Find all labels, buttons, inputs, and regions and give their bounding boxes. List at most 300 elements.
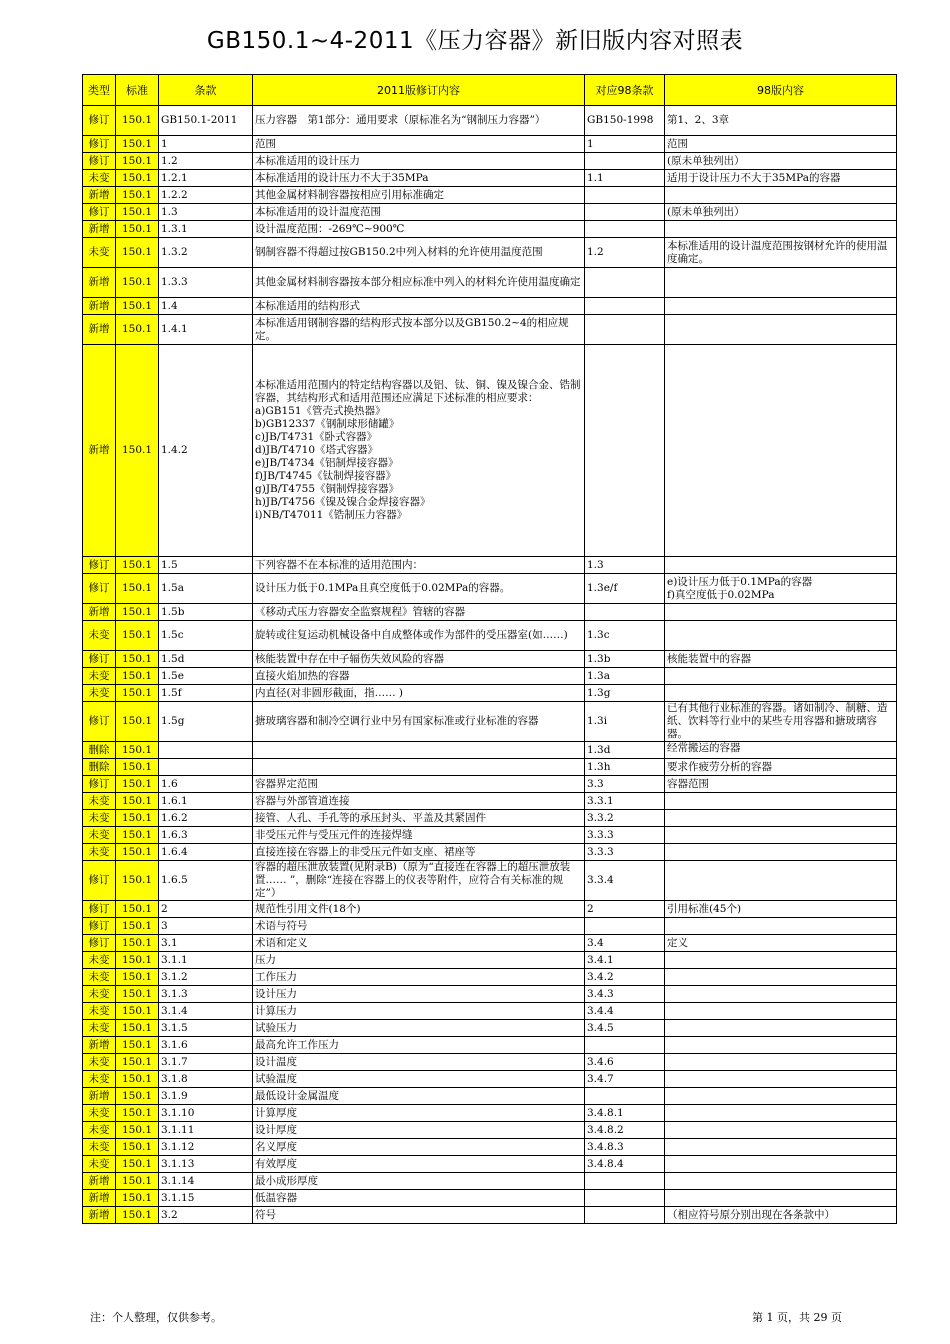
clause-cell: 3.1.15	[159, 1190, 253, 1207]
content-2011-cell: 核能装置中存在中子辐伤失效风险的容器	[253, 651, 585, 668]
standard-cell: 150.1	[116, 759, 159, 776]
standard-cell: 150.1	[116, 1105, 159, 1122]
content-2011-cell: 设计厚度	[253, 1122, 585, 1139]
standard-cell: 150.1	[116, 345, 159, 557]
clause-cell: 1.6.5	[159, 861, 253, 901]
type-cell: 修订	[83, 204, 116, 221]
table-row	[83, 153, 897, 170]
standard-cell: 150.1	[116, 844, 159, 861]
table-row	[83, 1071, 897, 1088]
standard-cell: 150.1	[116, 238, 159, 268]
content-2011-cell: 非受压元件与受压元件的连接焊缝	[253, 827, 585, 844]
content-2011-cell: 其他金属材料制容器按相应引用标准确定	[253, 187, 585, 204]
clause-cell: 3.1.10	[159, 1105, 253, 1122]
content-2011-cell: 旋转或往复运动机械设备中自成整体或作为部件的受压器室(如……)	[253, 621, 585, 651]
table-row	[83, 1122, 897, 1139]
clause-98-cell: 3.3.3	[585, 844, 665, 861]
content-2011-cell: 术语与符号	[253, 918, 585, 935]
type-cell: 修订	[83, 574, 116, 604]
table-row	[83, 651, 897, 668]
content-98-cell: (原未单独列出）	[665, 153, 897, 170]
clause-98-cell: 1.3a	[585, 668, 665, 685]
content-98-cell	[665, 1190, 897, 1207]
standard-cell: 150.1	[116, 204, 159, 221]
content-2011-cell: 符号	[253, 1207, 585, 1224]
clause-98-cell: 1.3e/f	[585, 574, 665, 604]
content-98-cell: （相应符号原分别出现在各条款中）	[665, 1207, 897, 1224]
content-2011-cell: 设计温度范围：-269℃~900℃	[253, 221, 585, 238]
content-98-cell	[665, 1037, 897, 1054]
table-row	[83, 204, 897, 221]
clause-98-cell: 3.3.2	[585, 810, 665, 827]
clause-98-cell: 1.3g	[585, 685, 665, 702]
standard-cell: 150.1	[116, 1139, 159, 1156]
type-cell: 未变	[83, 685, 116, 702]
content-98-cell	[665, 810, 897, 827]
content-98-cell	[665, 621, 897, 651]
content-98-cell	[665, 844, 897, 861]
content-98-cell	[665, 969, 897, 986]
comparison-table	[82, 74, 897, 1224]
clause-cell: 3.1.13	[159, 1156, 253, 1173]
clause-cell: 3.2	[159, 1207, 253, 1224]
clause-98-cell	[585, 1037, 665, 1054]
clause-98-cell	[585, 187, 665, 204]
footer-page-number: 第 1 页，共 29 页	[752, 1311, 842, 1324]
standard-cell: 150.1	[116, 621, 159, 651]
header-standard: 标准	[116, 75, 159, 106]
clause-cell: 1.4.1	[159, 315, 253, 345]
content-98-cell: 适用于设计压力不大于35MPa的容器	[665, 170, 897, 187]
clause-98-cell: 1.3	[585, 557, 665, 574]
standard-cell: 150.1	[116, 187, 159, 204]
clause-98-cell	[585, 1088, 665, 1105]
standard-cell: 150.1	[116, 1054, 159, 1071]
content-98-cell	[665, 986, 897, 1003]
clause-cell: 3.1.14	[159, 1173, 253, 1190]
content-2011-cell: 《移动式压力容器安全监察规程》管辖的容器	[253, 604, 585, 621]
type-cell: 新增	[83, 604, 116, 621]
type-cell: 未变	[83, 1139, 116, 1156]
content-2011-cell: 最小成形厚度	[253, 1173, 585, 1190]
clause-98-cell: 3.4	[585, 935, 665, 952]
content-98-cell	[665, 298, 897, 315]
content-98-cell	[665, 1054, 897, 1071]
clause-cell: 1.2	[159, 153, 253, 170]
content-2011-cell: 直接火焰加热的容器	[253, 668, 585, 685]
type-cell: 未变	[83, 793, 116, 810]
table-row	[83, 685, 897, 702]
clause-cell: 3.1.12	[159, 1139, 253, 1156]
table-row	[83, 742, 897, 759]
standard-cell: 150.1	[116, 268, 159, 298]
table-row	[83, 776, 897, 793]
type-cell: 未变	[83, 621, 116, 651]
type-cell: 修订	[83, 702, 116, 742]
standard-cell: 150.1	[116, 901, 159, 918]
content-2011-cell: 计算厚度	[253, 1105, 585, 1122]
table-row	[83, 557, 897, 574]
type-cell: 新增	[83, 268, 116, 298]
clause-98-cell	[585, 918, 665, 935]
clause-cell: 1.3.1	[159, 221, 253, 238]
content-2011-cell: 计算压力	[253, 1003, 585, 1020]
type-cell: 未变	[83, 1003, 116, 1020]
clause-cell: 1.2.1	[159, 170, 253, 187]
table-row	[83, 935, 897, 952]
content-98-cell	[665, 1071, 897, 1088]
clause-98-cell: 1.3b	[585, 651, 665, 668]
content-2011-cell: 内直径(对非圆形截面，指…… )	[253, 685, 585, 702]
clause-cell: 1.3.3	[159, 268, 253, 298]
clause-98-cell	[585, 1190, 665, 1207]
type-cell: 未变	[83, 952, 116, 969]
standard-cell: 150.1	[116, 1037, 159, 1054]
type-cell: 新增	[83, 298, 116, 315]
table-row	[83, 810, 897, 827]
type-cell: 未变	[83, 969, 116, 986]
clause-cell: 1.3	[159, 204, 253, 221]
standard-cell: 150.1	[116, 668, 159, 685]
footer-note: 注：个人整理，仅供参考。	[90, 1311, 222, 1324]
table-row	[83, 702, 897, 742]
content-98-cell	[665, 221, 897, 238]
clause-cell: 3.1.5	[159, 1020, 253, 1037]
content-98-cell: 容器范围	[665, 776, 897, 793]
content-98-cell	[665, 1088, 897, 1105]
content-2011-cell: 容器界定范围	[253, 776, 585, 793]
table-row	[83, 793, 897, 810]
content-98-cell: e)设计压力低于0.1MPa的容器 f)真空度低于0.02MPa	[665, 574, 897, 604]
table-row	[83, 901, 897, 918]
standard-cell: 150.1	[116, 221, 159, 238]
standard-cell: 150.1	[116, 1020, 159, 1037]
standard-cell: 150.1	[116, 170, 159, 187]
clause-cell: 1.6.1	[159, 793, 253, 810]
content-2011-cell: 名义厚度	[253, 1139, 585, 1156]
clause-cell: 3.1.9	[159, 1088, 253, 1105]
clause-cell: 1.5a	[159, 574, 253, 604]
table-row	[83, 268, 897, 298]
standard-cell: 150.1	[116, 827, 159, 844]
content-98-cell	[665, 315, 897, 345]
standard-cell: 150.1	[116, 935, 159, 952]
table-row	[83, 759, 897, 776]
content-2011-cell: 规范性引用文件(18个)	[253, 901, 585, 918]
type-cell: 修订	[83, 918, 116, 935]
clause-98-cell: 3.4.7	[585, 1071, 665, 1088]
standard-cell: 150.1	[116, 861, 159, 901]
table-row	[83, 1003, 897, 1020]
type-cell: 修订	[83, 136, 116, 153]
clause-98-cell	[585, 345, 665, 557]
clause-98-cell: 3.4.8.2	[585, 1122, 665, 1139]
clause-98-cell: 3.4.6	[585, 1054, 665, 1071]
clause-98-cell	[585, 298, 665, 315]
clause-cell: 1.3.2	[159, 238, 253, 268]
content-98-cell: (原未单独列出）	[665, 204, 897, 221]
type-cell: 新增	[83, 1037, 116, 1054]
table-row	[83, 827, 897, 844]
clause-cell: 1.6.3	[159, 827, 253, 844]
clause-98-cell: 1.1	[585, 170, 665, 187]
content-2011-cell: 本标准适用的设计温度范围	[253, 204, 585, 221]
content-98-cell	[665, 604, 897, 621]
content-98-cell	[665, 187, 897, 204]
clause-98-cell: 3.3	[585, 776, 665, 793]
standard-cell: 150.1	[116, 106, 159, 136]
table-row	[83, 136, 897, 153]
standard-cell: 150.1	[116, 298, 159, 315]
content-2011-cell: 钢制容器不得超过按GB150.2中列入材料的允许使用温度范围	[253, 238, 585, 268]
type-cell: 修订	[83, 153, 116, 170]
content-98-cell: 引用标准(45个)	[665, 901, 897, 918]
standard-cell: 150.1	[116, 315, 159, 345]
clause-cell: 3	[159, 918, 253, 935]
standard-cell: 150.1	[116, 702, 159, 742]
clause-cell: 1.6.4	[159, 844, 253, 861]
type-cell: 新增	[83, 187, 116, 204]
standard-cell: 150.1	[116, 776, 159, 793]
content-2011-cell: 最低设计金属温度	[253, 1088, 585, 1105]
table-row	[83, 1020, 897, 1037]
table-row	[83, 345, 897, 557]
content-98-cell	[665, 1156, 897, 1173]
content-98-cell	[665, 1122, 897, 1139]
content-98-cell: 经常搬运的容器	[665, 742, 897, 759]
content-2011-cell: 术语和定义	[253, 935, 585, 952]
content-98-cell: 范围	[665, 136, 897, 153]
type-cell: 未变	[83, 844, 116, 861]
content-2011-cell: 直接连接在容器上的非受压元件如支座、裙座等	[253, 844, 585, 861]
header-clause: 条款	[159, 75, 253, 106]
clause-cell: 1.5g	[159, 702, 253, 742]
clause-cell: 1.4.2	[159, 345, 253, 557]
clause-cell: 1.5b	[159, 604, 253, 621]
clause-cell	[159, 759, 253, 776]
clause-cell: 1.2.2	[159, 187, 253, 204]
type-cell: 修订	[83, 651, 116, 668]
table-row	[83, 1105, 897, 1122]
clause-cell: 3.1.2	[159, 969, 253, 986]
standard-cell: 150.1	[116, 1122, 159, 1139]
table-row	[83, 918, 897, 935]
type-cell: 修订	[83, 106, 116, 136]
document-title: GB150.1~4-2011《压力容器》新旧版内容对照表	[206, 28, 744, 54]
clause-98-cell: 1.3c	[585, 621, 665, 651]
standard-cell: 150.1	[116, 685, 159, 702]
type-cell: 新增	[83, 1207, 116, 1224]
type-cell: 新增	[83, 221, 116, 238]
table-row	[83, 1139, 897, 1156]
clause-cell: 2	[159, 901, 253, 918]
standard-cell: 150.1	[116, 810, 159, 827]
content-98-cell	[665, 1105, 897, 1122]
content-2011-cell: 容器的超压泄放装置(见附录B)（原为“直接连在容器上的超压泄放装置…… ”，删除“连接在容器上的仪表等附件，应符合有关标准的规定”）	[253, 861, 585, 901]
content-2011-cell: 设计压力	[253, 986, 585, 1003]
clause-cell: 1.5c	[159, 621, 253, 651]
table-row	[83, 106, 897, 136]
type-cell: 未变	[83, 238, 116, 268]
type-cell: 新增	[83, 345, 116, 557]
content-2011-cell: 下列容器不在本标准的适用范围内：	[253, 557, 585, 574]
clause-98-cell: 2	[585, 901, 665, 918]
content-2011-cell: 本标准适用范围内的特定结构容器以及铝、钛、铜、镍及镍合金、锆制容器，其结构形式和适用范围还应满足下述标准的相应要求： a)GB151《管壳式换热器》 b)GB12337《钢制球形储罐》 c)JB/T4731《卧式容器》 d)JB/T4710《塔式容器》 e)JB/T4734《铝制焊接容器》 f)JB/T4745《钛制焊接容器》 g)JB/T4755《铜制焊接容器》 h)JB/T4756《镍及镍合金焊接容器》 i)NB/T47011《锆制压力容器》	[253, 345, 585, 557]
content-98-cell: 要求作疲劳分析的容器	[665, 759, 897, 776]
clause-cell: 3.1.7	[159, 1054, 253, 1071]
standard-cell: 150.1	[116, 1173, 159, 1190]
clause-98-cell	[585, 221, 665, 238]
type-cell: 修订	[83, 861, 116, 901]
clause-cell: 3.1.6	[159, 1037, 253, 1054]
content-98-cell	[665, 345, 897, 557]
clause-98-cell: 1	[585, 136, 665, 153]
standard-cell: 150.1	[116, 1156, 159, 1173]
content-98-cell	[665, 827, 897, 844]
content-2011-cell: 试验压力	[253, 1020, 585, 1037]
standard-cell: 150.1	[116, 986, 159, 1003]
clause-cell: 1.6	[159, 776, 253, 793]
header-2011-content: 2011版修订内容	[253, 75, 585, 106]
clause-cell: 3.1.4	[159, 1003, 253, 1020]
content-98-cell	[665, 685, 897, 702]
type-cell: 未变	[83, 810, 116, 827]
clause-cell: 3.1	[159, 935, 253, 952]
header-type: 类型	[83, 75, 116, 106]
standard-cell: 150.1	[116, 1003, 159, 1020]
standard-cell: 150.1	[116, 742, 159, 759]
content-2011-cell: 压力容器 第1部分：通用要求（原标准名为“钢制压力容器”）	[253, 106, 585, 136]
table-row	[83, 1037, 897, 1054]
standard-cell: 150.1	[116, 1071, 159, 1088]
standard-cell: 150.1	[116, 574, 159, 604]
table-row	[83, 952, 897, 969]
clause-98-cell	[585, 1173, 665, 1190]
content-98-cell	[665, 861, 897, 901]
table-row	[83, 861, 897, 901]
clause-cell: 3.1.8	[159, 1071, 253, 1088]
table-row	[83, 1207, 897, 1224]
clause-98-cell	[585, 604, 665, 621]
clause-98-cell	[585, 153, 665, 170]
table-row	[83, 844, 897, 861]
content-98-cell: 已有其他行业标准的容器。诸如制冷、制糖、造纸、饮料等行业中的某些专用容器和搪玻璃容器。	[665, 702, 897, 742]
type-cell: 新增	[83, 1190, 116, 1207]
type-cell: 修订	[83, 935, 116, 952]
type-cell: 未变	[83, 1122, 116, 1139]
content-98-cell	[665, 793, 897, 810]
table-row	[83, 1156, 897, 1173]
table-row	[83, 1190, 897, 1207]
clause-98-cell	[585, 315, 665, 345]
content-2011-cell: 本标准适用的结构形式	[253, 298, 585, 315]
type-cell: 未变	[83, 1156, 116, 1173]
content-98-cell: 核能装置中的容器	[665, 651, 897, 668]
header-98-clause: 对应98条款	[585, 75, 665, 106]
content-98-cell: 定义	[665, 935, 897, 952]
clause-cell: 1.4	[159, 298, 253, 315]
clause-cell: 1.5d	[159, 651, 253, 668]
content-2011-cell: 设计温度	[253, 1054, 585, 1071]
content-98-cell	[665, 1003, 897, 1020]
clause-98-cell: 3.4.4	[585, 1003, 665, 1020]
table-row	[83, 315, 897, 345]
table-row	[83, 604, 897, 621]
clause-cell: 3.1.11	[159, 1122, 253, 1139]
content-98-cell	[665, 668, 897, 685]
content-2011-cell	[253, 742, 585, 759]
clause-cell: 1.6.2	[159, 810, 253, 827]
clause-98-cell: 3.4.1	[585, 952, 665, 969]
content-2011-cell: 本标准适用的设计压力	[253, 153, 585, 170]
table-row	[83, 298, 897, 315]
content-2011-cell: 容器与外部管道连接	[253, 793, 585, 810]
content-98-cell	[665, 1139, 897, 1156]
content-98-cell: 本标准适用的设计温度范围按钢材允许的使用温度确定。	[665, 238, 897, 268]
table-row	[83, 1173, 897, 1190]
type-cell: 新增	[83, 1173, 116, 1190]
header-98-content: 98版内容	[665, 75, 897, 106]
clause-cell: 1.5e	[159, 668, 253, 685]
clause-98-cell	[585, 204, 665, 221]
type-cell: 修订	[83, 901, 116, 918]
clause-98-cell: 3.4.8.4	[585, 1156, 665, 1173]
clause-98-cell: 3.4.5	[585, 1020, 665, 1037]
table-row	[83, 238, 897, 268]
type-cell: 未变	[83, 170, 116, 187]
content-2011-cell: 设计压力低于0.1MPa且真空度低于0.02MPa的容器。	[253, 574, 585, 604]
content-2011-cell: 低温容器	[253, 1190, 585, 1207]
clause-cell: GB150.1-2011	[159, 106, 253, 136]
clause-cell: 3.1.3	[159, 986, 253, 1003]
clause-98-cell: 1.3h	[585, 759, 665, 776]
table-row	[83, 621, 897, 651]
content-98-cell	[665, 918, 897, 935]
clause-98-cell	[585, 268, 665, 298]
content-98-cell	[665, 1020, 897, 1037]
table-row	[83, 221, 897, 238]
standard-cell: 150.1	[116, 952, 159, 969]
type-cell: 修订	[83, 776, 116, 793]
clause-98-cell: 3.3.1	[585, 793, 665, 810]
clause-98-cell: GB150-1998	[585, 106, 665, 136]
clause-98-cell: 3.4.8.1	[585, 1105, 665, 1122]
standard-cell: 150.1	[116, 604, 159, 621]
type-cell: 未变	[83, 668, 116, 685]
type-cell: 未变	[83, 1054, 116, 1071]
content-2011-cell: 最高允许工作压力	[253, 1037, 585, 1054]
type-cell: 新增	[83, 315, 116, 345]
content-2011-cell: 工作压力	[253, 969, 585, 986]
type-cell: 修订	[83, 557, 116, 574]
type-cell: 删除	[83, 742, 116, 759]
content-98-cell	[665, 1173, 897, 1190]
type-cell: 未变	[83, 986, 116, 1003]
content-2011-cell: 本标准适用钢制容器的结构形式按本部分以及GB150.2~4的相应规定。	[253, 315, 585, 345]
table-row	[83, 1088, 897, 1105]
content-2011-cell: 试验温度	[253, 1071, 585, 1088]
standard-cell: 150.1	[116, 557, 159, 574]
content-98-cell	[665, 557, 897, 574]
clause-98-cell: 3.4.2	[585, 969, 665, 986]
standard-cell: 150.1	[116, 153, 159, 170]
standard-cell: 150.1	[116, 1207, 159, 1224]
table-row	[83, 574, 897, 604]
clause-cell: 3.1.1	[159, 952, 253, 969]
clause-98-cell: 1.3i	[585, 702, 665, 742]
type-cell: 未变	[83, 1105, 116, 1122]
type-cell: 未变	[83, 1020, 116, 1037]
